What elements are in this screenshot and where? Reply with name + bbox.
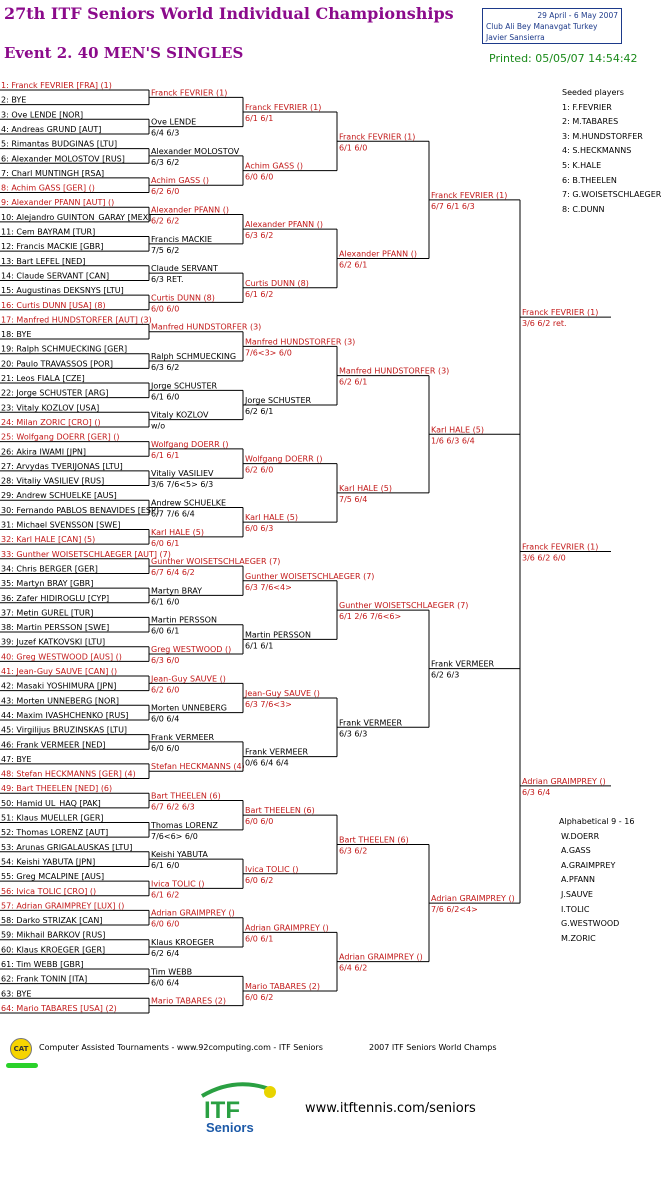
match-score: 7/5 6/4 bbox=[339, 494, 368, 504]
seed-item: 4: S.HECKMANNS bbox=[562, 146, 632, 156]
seeded-players-list bbox=[562, 86, 661, 217]
itf-website: www.itftennis.com/seniors bbox=[305, 1101, 476, 1116]
winner-name: Bart THEELEN (6) bbox=[339, 835, 409, 845]
info-club: Club Ali Bey Manavgat Turkey bbox=[486, 22, 598, 31]
match-score: 6/1 6/2 bbox=[245, 289, 274, 299]
match-score: 6/0 6/1 bbox=[245, 934, 274, 944]
winner-name: Adrian GRAIMPREY () bbox=[522, 776, 606, 786]
match-score: 3/6 7/6<5> 6/3 bbox=[151, 480, 214, 490]
draw-entry: 8: Achim GASS [GER] () bbox=[1, 183, 95, 193]
match-score: 6/0 6/2 bbox=[245, 875, 274, 885]
draw-entry: 39: Juzef KATKOVSKI [LTU] bbox=[1, 637, 106, 647]
winner-name: Jean-Guy SAUVE () bbox=[151, 674, 226, 684]
match-score: 6/2 6/0 bbox=[151, 187, 180, 197]
tennis-ball-icon bbox=[264, 1086, 276, 1098]
draw-entry: 56: Ivica TOLIC [CRO] () bbox=[1, 886, 97, 896]
event-title: Event 2. 40 MEN'S SINGLES bbox=[4, 44, 244, 62]
draw-entry: 18: BYE bbox=[1, 330, 32, 340]
software-credit: Computer Assisted Tournaments - www.92computing.com - ITF Seniors bbox=[39, 1043, 323, 1052]
match-score: 0/6 6/4 6/4 bbox=[245, 758, 289, 768]
winner-name: Manfred HUNDSTORFER (3) bbox=[151, 322, 262, 332]
winner-name: Wolfgang DOERR () bbox=[151, 439, 229, 449]
winner-name: Alexander MOLOSTOV bbox=[151, 146, 240, 156]
winner-name: Frank VERMEER bbox=[339, 718, 403, 728]
match-score: 6/0 6/0 bbox=[245, 172, 274, 182]
draw-entry: 27: Arvydas TVERIJONAS [LTU] bbox=[1, 461, 123, 471]
draw-entry: 41: Jean-Guy SAUVE [CAN] () bbox=[1, 667, 118, 676]
winner-name: Franck FEVRIER (1) bbox=[245, 102, 322, 112]
draw-entry: 40: Greg WESTWOOD [AUS] () bbox=[1, 652, 122, 662]
alpha-item: A.PFANN bbox=[561, 875, 596, 885]
match-score: 6/3 6/2 bbox=[151, 363, 180, 373]
match-score: 7/6 6/2<4> bbox=[431, 905, 478, 915]
match-score: 6/0 6/1 bbox=[151, 538, 180, 548]
draw-entry: 46: Frank VERMEER [NED] bbox=[1, 740, 106, 750]
winner-name: Jorge SCHUSTER bbox=[151, 381, 218, 391]
winner-name: Adrian GRAIMPREY () bbox=[431, 894, 515, 904]
winner-name: Gunther WOISETSCHLAEGER (7) bbox=[151, 557, 281, 567]
match-score: 6/0 6/0 bbox=[151, 304, 180, 314]
winner-name: Martin PERSSON bbox=[151, 615, 217, 625]
winner-name: Martyn BRAY bbox=[151, 586, 203, 596]
seed-item: 1: F.FEVRIER bbox=[562, 102, 612, 112]
alpha-item: M.ZORIC bbox=[561, 933, 596, 943]
draw-entry: 53: Arunas GRIGALAUSKAS [LTU] bbox=[1, 842, 133, 852]
alphabetical-title: Alphabetical 9 - 16 bbox=[559, 817, 635, 826]
winner-name: Vitaly KOZLOV bbox=[151, 410, 209, 420]
draw-entry: 51: Klaus MUELLER [GER] bbox=[1, 813, 104, 823]
draw-entry: 31: Michael SVENSSON [SWE] bbox=[1, 520, 121, 530]
match-score: 3/6 6/2 6/0 bbox=[522, 553, 566, 563]
winner-name: Franck FEVRIER (1) bbox=[151, 88, 228, 98]
match-score: 6/3 6/4 bbox=[522, 787, 551, 797]
match-score: 6/7 7/6 6/4 bbox=[151, 509, 195, 519]
winner-name: Klaus KROEGER bbox=[151, 938, 215, 948]
match-score: 6/1 6/0 bbox=[151, 392, 180, 402]
match-score: 6/3 7/6<4> bbox=[245, 582, 292, 592]
draw-entry: 16: Curtis DUNN [USA] (8) bbox=[1, 300, 106, 310]
match-score: 6/0 6/1 bbox=[151, 626, 180, 636]
winner-name: Manfred HUNDSTORFER (3) bbox=[339, 366, 450, 376]
draw-entry: 19: Ralph SCHMUECKING [GER] bbox=[1, 344, 128, 354]
winner-name: Curtis DUNN (8) bbox=[245, 278, 309, 288]
match-score: 6/2 6/3 bbox=[431, 670, 460, 680]
draw-entry: 11: Cem BAYRAM [TUR] bbox=[1, 227, 96, 237]
winner-name: Curtis DUNN (8) bbox=[151, 293, 215, 303]
match-score: 6/4 6/2 bbox=[339, 963, 368, 973]
winner-name: Thomas LORENZ bbox=[151, 820, 218, 830]
draw-entry: 44: Maxim IVASHCHENKO [RUS] bbox=[1, 710, 129, 720]
alphabetical-list bbox=[559, 815, 634, 946]
draw-entry: 60: Klaus KROEGER [GER] bbox=[1, 945, 106, 955]
winner-name: Alexander PFANN () bbox=[151, 205, 229, 215]
itf-logo-text: ITF bbox=[204, 1097, 240, 1124]
match-score: 6/1 2/6 7/6<6> bbox=[339, 612, 402, 622]
winner-name: Francis MACKIE bbox=[151, 234, 213, 244]
draw-entry: 54: Keishi YABUTA [JPN] bbox=[1, 857, 96, 867]
draw-entry: 64: Mario TABARES [USA] (2) bbox=[1, 1003, 117, 1013]
cat-logo-bar bbox=[6, 1063, 38, 1068]
draw-entry: 32: Karl HALE [CAN] (5) bbox=[1, 535, 96, 545]
draw-entry: 6: Alexander MOLOSTOV [RUS] bbox=[1, 154, 125, 164]
match-score: w/o bbox=[151, 421, 166, 431]
seed-item: 7: G.WOISETSCHLAEGER bbox=[562, 190, 661, 200]
draw-entry: 55: Greg MCALPINE [AUS] bbox=[1, 872, 105, 882]
winner-name: Mario TABARES (2) bbox=[245, 981, 321, 991]
match-score: 6/0 6/0 bbox=[151, 743, 180, 753]
seed-item: 3: M.HUNDSTORFER bbox=[562, 131, 643, 141]
draw-entry: 59: Mikhail BARKOV [RUS] bbox=[1, 930, 106, 940]
draw-entry: 3: Ove LENDE [NOR] bbox=[1, 110, 84, 120]
draw-entry: 42: Masaki YOSHIMURA [JPN] bbox=[1, 681, 117, 691]
match-score: 6/2 6/2 bbox=[151, 216, 180, 226]
match-score: 6/0 6/0 bbox=[245, 817, 274, 827]
draw-entry: 13: Bart LEFEL [NED] bbox=[1, 256, 86, 266]
winner-name: Ove LENDE bbox=[151, 117, 197, 127]
draw-entry: 14: Claude SERVANT [CAN] bbox=[1, 271, 110, 281]
match-score: 6/1 6/2 bbox=[151, 890, 180, 900]
draw-entry: 38: Martin PERSSON [SWE] bbox=[1, 623, 110, 633]
seed-item: 8: C.DUNN bbox=[562, 204, 605, 214]
draw-entry: 43: Morten UNNEBERG [NOR] bbox=[1, 696, 119, 706]
match-score: 6/1 6/1 bbox=[245, 113, 274, 123]
draw-entry: 23: Vitaly KOZLOV [USA] bbox=[1, 403, 100, 413]
match-score: 6/1 6/1 bbox=[245, 641, 274, 651]
alpha-item: G.WESTWOOD bbox=[561, 919, 620, 929]
winner-name: Franck FEVRIER (1) bbox=[431, 190, 508, 200]
alpha-item: A.GRAIMPREY bbox=[561, 860, 616, 870]
winner-name: Achim GASS () bbox=[151, 176, 209, 186]
draw-entry: 21: Leos FIALA [CZE] bbox=[1, 374, 85, 383]
itf-swoosh-icon bbox=[202, 1084, 272, 1096]
draw-entry: 4: Andreas GRUND [AUT] bbox=[1, 124, 102, 134]
draw-entry: 47: BYE bbox=[1, 754, 32, 764]
winner-name: Morten UNNEBERG bbox=[151, 703, 227, 713]
champs-label: 2007 ITF Seniors World Champs bbox=[369, 1043, 497, 1052]
draw-entry: 29: Andrew SCHUELKE [AUS] bbox=[1, 491, 117, 501]
draw-entry: 30: Fernando PABLOS BENAVIDES [ESP] bbox=[1, 505, 159, 515]
draw-entry: 48: Stefan HECKMANNS [GER] (4) bbox=[1, 769, 136, 779]
winner-name: Andrew SCHUELKE bbox=[151, 498, 227, 508]
match-score: 6/1 6/0 bbox=[339, 143, 368, 153]
winner-name: Franck FEVRIER (1) bbox=[522, 542, 599, 552]
winner-name: Alexander PFANN () bbox=[245, 220, 323, 230]
draw-entry: 28: Vitaliy VASILIEV [RUS] bbox=[1, 476, 105, 486]
match-score: 6/7 6/1 6/3 bbox=[431, 201, 475, 211]
draw-entry: 22: Jorge SCHUSTER [ARG] bbox=[1, 388, 109, 398]
winner-name: Claude SERVANT bbox=[151, 264, 218, 274]
draw-entry: 12: Francis MACKIE [GBR] bbox=[1, 242, 104, 252]
winner-name: Bart THEELEN (6) bbox=[151, 791, 221, 801]
seed-item: 5: K.HALE bbox=[562, 160, 602, 170]
draw-entry: 17: Manfred HUNDSTORFER [AUT] (3) bbox=[1, 315, 152, 325]
seeded-players-title: Seeded players bbox=[562, 88, 624, 97]
match-score: 6/3 6/2 bbox=[151, 157, 180, 167]
cat-logo-icon: CAT bbox=[10, 1038, 32, 1060]
match-score: 6/3 6/3 bbox=[339, 729, 368, 739]
winner-name: Martin PERSSON bbox=[245, 630, 311, 640]
winner-name: Vitaliy VASILIEV bbox=[151, 469, 214, 479]
winner-name: Jean-Guy SAUVE () bbox=[245, 688, 320, 698]
winner-name: Gunther WOISETSCHLAEGER (7) bbox=[339, 601, 469, 611]
match-score: 6/2 6/1 bbox=[339, 377, 368, 387]
draw-entry: 1: Franck FEVRIER [FRA] (1) bbox=[1, 81, 112, 90]
match-score: 6/3 6/0 bbox=[151, 656, 180, 666]
winner-name: Ralph SCHMUECKING bbox=[151, 352, 237, 362]
draw-entry: 35: Martyn BRAY [GBR] bbox=[1, 579, 94, 589]
draw-entry: 37: Metin GUREL [TUR] bbox=[1, 608, 94, 618]
draw-entry: 49: Bart THEELEN [NED] (6) bbox=[1, 784, 113, 794]
winner-name: Franck FEVRIER (1) bbox=[522, 308, 599, 318]
winner-name: Frank VERMEER bbox=[245, 747, 309, 757]
winner-name: Adrian GRAIMPREY () bbox=[151, 908, 235, 918]
match-score: 7/6<6> 6/0 bbox=[151, 831, 198, 841]
winner-name: Jorge SCHUSTER bbox=[245, 395, 312, 405]
draw-entry: 25: Wolfgang DOERR [GER] () bbox=[1, 432, 120, 442]
winner-name: Alexander PFANN () bbox=[339, 249, 417, 259]
winner-name: Adrian GRAIMPREY () bbox=[339, 952, 423, 962]
match-score: 6/1 6/0 bbox=[151, 861, 180, 871]
alpha-item: W.DOERR bbox=[561, 831, 600, 841]
match-score: 6/3 6/2 bbox=[245, 231, 274, 241]
winner-name: Mario TABARES (2) bbox=[151, 996, 227, 1006]
match-score: 6/1 6/0 bbox=[151, 597, 180, 607]
match-score: 6/1 6/1 bbox=[151, 450, 180, 460]
match-score: 6/0 6/4 bbox=[151, 714, 180, 724]
alpha-item: I.TOLIC bbox=[561, 904, 590, 914]
draw-entry: 10: Alejandro GUINTON_GARAY [MEX] bbox=[1, 212, 152, 222]
alpha-item: A.GASS bbox=[561, 846, 591, 856]
tournament-title: 27th ITF Seniors World Individual Championships bbox=[4, 4, 454, 23]
match-score: 6/3 6/2 bbox=[339, 846, 368, 856]
winner-name: Karl HALE (5) bbox=[339, 483, 392, 493]
match-score: 1/6 6/3 6/4 bbox=[431, 436, 475, 446]
match-score: 6/2 6/1 bbox=[339, 260, 368, 270]
winner-name: Karl HALE (5) bbox=[245, 513, 298, 523]
match-score: 6/3 7/6<3> bbox=[245, 699, 292, 709]
winner-name: Keishi YABUTA bbox=[151, 850, 208, 860]
draw-entry: 45: Virgilijus BRUZINSKAS [LTU] bbox=[1, 725, 128, 735]
seniors-logo-text: Seniors bbox=[206, 1120, 254, 1134]
winner-name: Manfred HUNDSTORFER (3) bbox=[245, 337, 356, 347]
winner-name: Achim GASS () bbox=[245, 161, 303, 171]
seed-item: 2: M.TABARES bbox=[562, 117, 619, 127]
draw-entry: 24: Milan ZORIC [CRO] () bbox=[1, 417, 101, 427]
winner-name: Frank VERMEER bbox=[151, 732, 215, 742]
match-score: 6/7 6/4 6/2 bbox=[151, 568, 195, 578]
winner-name: Wolfgang DOERR () bbox=[245, 454, 323, 464]
match-score: 3/6 6/2 ret. bbox=[522, 319, 567, 329]
match-score: 7/5 6/2 bbox=[151, 245, 180, 255]
winner-name: Stefan HECKMANNS (4) bbox=[151, 762, 245, 772]
draw-entry: 62: Frank TONIN [ITA] bbox=[1, 974, 88, 984]
draw-entry: 61: Tim WEBB [GBR] bbox=[1, 960, 84, 969]
draw-entry: 15: Augustinas DEKSNYS [LTU] bbox=[1, 286, 124, 296]
draw-entry: 5: Rimantas BUDGINAS [LTU] bbox=[1, 139, 118, 149]
draw-entry: 20: Paulo TRAVASSOS [POR] bbox=[1, 359, 114, 369]
match-score: 7/6<3> 6/0 bbox=[245, 348, 292, 358]
draw-entry: 58: Darko STRIZAK [CAN] bbox=[1, 916, 103, 926]
draw-entry: 52: Thomas LORENZ [AUT] bbox=[1, 828, 109, 838]
winner-name: Ivica TOLIC () bbox=[245, 864, 299, 874]
draw-entry: 2: BYE bbox=[1, 95, 27, 105]
winner-name: Ivica TOLIC () bbox=[151, 879, 205, 889]
match-score: 6/0 6/2 bbox=[245, 992, 274, 1002]
draw-entry: 26: Akira IWAMI [JPN] bbox=[1, 447, 86, 457]
winner-name: Greg WESTWOOD () bbox=[151, 645, 232, 655]
printed-timestamp: Printed: 05/05/07 14:54:42 bbox=[489, 52, 638, 65]
draw-entry: 7: Charl MUNTINGH [RSA] bbox=[1, 168, 105, 178]
winner-name: Franck FEVRIER (1) bbox=[339, 132, 416, 142]
winner-name: Karl HALE (5) bbox=[151, 527, 204, 537]
seed-item: 6: B.THEELEN bbox=[562, 175, 617, 185]
winner-name: Karl HALE (5) bbox=[431, 425, 484, 435]
match-score: 6/2 6/4 bbox=[151, 949, 180, 959]
info-person: Javier Sansierra bbox=[486, 33, 545, 42]
draw-entry: 34: Chris BERGER [GER] bbox=[1, 564, 98, 574]
match-score: 6/0 6/4 bbox=[151, 978, 180, 988]
match-score: 6/4 6/3 bbox=[151, 128, 180, 138]
draw-entry: 50: Hamid UL_HAQ [PAK] bbox=[1, 798, 101, 808]
alpha-item: J.SAUVE bbox=[561, 889, 593, 899]
match-score: 6/0 6/3 bbox=[245, 524, 274, 534]
draw-entry: 9: Alexander PFANN [AUT] () bbox=[1, 198, 115, 208]
winner-name: Tim WEBB bbox=[151, 967, 193, 977]
winner-name: Gunther WOISETSCHLAEGER (7) bbox=[245, 571, 375, 581]
winner-name: Adrian GRAIMPREY () bbox=[245, 923, 329, 933]
match-score: 6/2 6/0 bbox=[151, 685, 180, 695]
itf-seniors-logo bbox=[196, 1078, 288, 1134]
info-dates: 29 April - 6 May 2007 bbox=[537, 11, 618, 20]
match-score: 6/3 RET. bbox=[151, 275, 184, 285]
match-score: 6/2 6/1 bbox=[245, 406, 274, 416]
match-score: 6/7 6/2 6/3 bbox=[151, 802, 195, 812]
draw-entry: 33: Gunther WOISETSCHLAEGER [AUT] (7) bbox=[1, 549, 171, 559]
draw-entry: 57: Adrian GRAIMPREY [LUX] () bbox=[1, 901, 125, 911]
match-score: 6/0 6/0 bbox=[151, 919, 180, 929]
match-score: 6/2 6/0 bbox=[245, 465, 274, 475]
winner-name: Frank VERMEER bbox=[431, 659, 495, 669]
draw-entry: 63: BYE bbox=[1, 989, 32, 999]
draw-entry: 36: Zafer HIDIROGLU [CYP] bbox=[1, 593, 110, 603]
winner-name: Bart THEELEN (6) bbox=[245, 806, 315, 816]
